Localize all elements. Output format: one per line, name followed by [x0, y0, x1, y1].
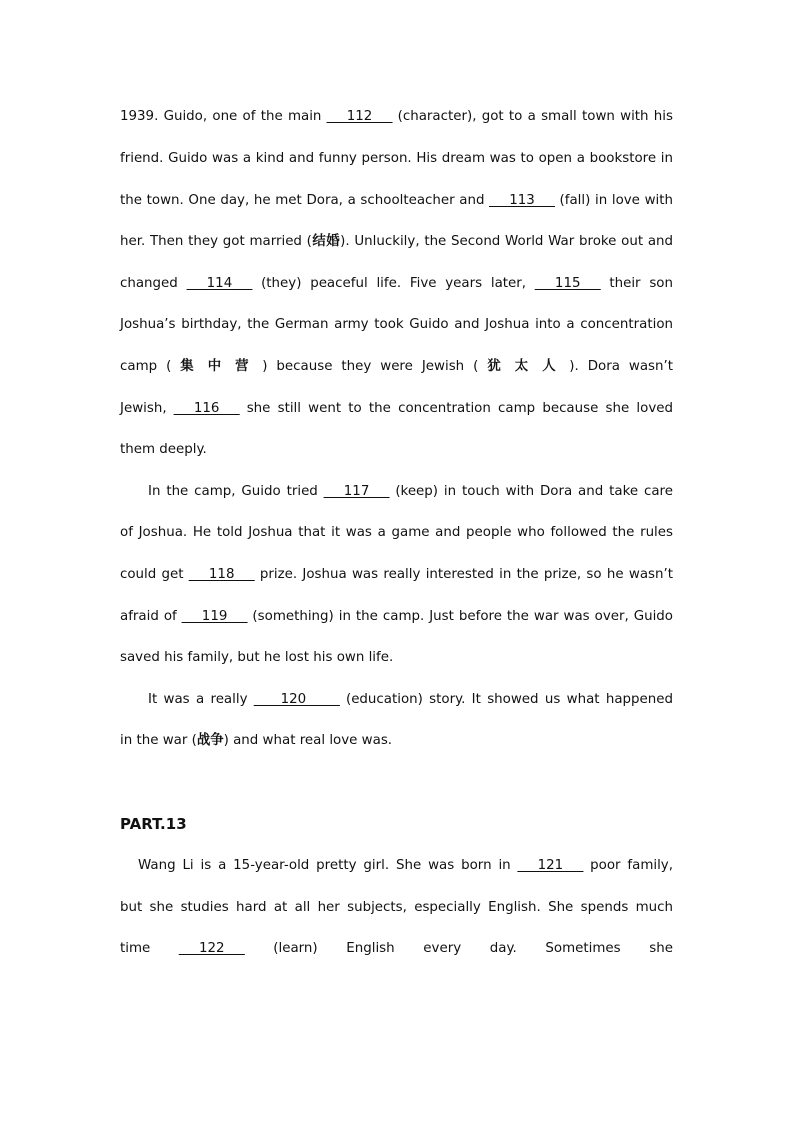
blank-122: ___122___ — [178, 941, 245, 956]
text-run: every — [423, 941, 462, 956]
text-run: she still went to the concentration camp because she loved — [239, 401, 674, 416]
blank-121: ___121___ — [517, 858, 584, 873]
text-run: ) because they were Jewish ( — [253, 359, 488, 374]
p2-line-1 — [148, 483, 673, 501]
chinese-gloss: 集 中 营 — [180, 359, 254, 374]
text-run: It was a really — [148, 692, 254, 707]
p1-line-4 — [120, 233, 673, 251]
text-run: English — [346, 941, 395, 956]
blank-115: ___115___ — [534, 276, 601, 291]
text-run: (education) story. It showed us what happened — [339, 692, 673, 707]
text-run: poor family, — [583, 858, 673, 873]
p1-line-6: Joshua’s birthday, the German army took Guido and Joshua into a concentration — [120, 317, 673, 332]
p3-line-2 — [120, 732, 673, 750]
blank-114: ___114___ — [186, 276, 253, 291]
blank-119: ___119___ — [181, 609, 248, 624]
text-run: camp ( — [120, 359, 181, 374]
chinese-gloss: 战争 — [196, 733, 224, 748]
blank-120: ____120_____ — [253, 692, 340, 707]
p1-line-3 — [120, 192, 673, 210]
part13-line-2: but she studies hard at all her subjects, especially English. She spends much — [120, 900, 673, 915]
text-run: ). Dora wasn’t — [560, 359, 674, 374]
text-run: Sometimes — [545, 941, 621, 956]
text-run: in the war ( — [120, 733, 197, 748]
p2-line-3 — [120, 566, 673, 584]
text-run: 1939. Guido, one of the main — [120, 109, 327, 124]
p1-line-1 — [120, 108, 673, 126]
p1-line-8 — [120, 400, 673, 418]
blank-118: ___118___ — [188, 567, 255, 582]
text-run: ) and what real love was. — [223, 733, 393, 748]
p2-line-4 — [120, 608, 673, 626]
text-run: In the camp, Guido tried — [148, 484, 324, 499]
chinese-gloss: 犹 太 人 — [487, 359, 561, 374]
blank-112: ___112___ — [326, 109, 393, 124]
blank-116: ___116___ — [173, 401, 240, 416]
text-run: their son — [600, 276, 673, 291]
p1-line-9: them deeply. — [120, 442, 207, 457]
p1-line-2: friend. Guido was a kind and funny person. His dream was to open a bookstore in — [120, 151, 673, 166]
p3-line-1 — [148, 691, 673, 709]
section-heading: PART.13 — [120, 815, 187, 833]
p2-line-2: of Joshua. He told Joshua that it was a game and people who followed the rules — [120, 525, 673, 540]
text-run: prize. Joshua was really interested in the prize, so he wasn’t — [254, 567, 673, 582]
part13-line-3 — [120, 940, 673, 958]
text-run: the town. One day, he met Dora, a schoolteacher and — [120, 193, 490, 208]
text-run: (they) peaceful life. Five years later, — [252, 276, 535, 291]
blank-113: ___113___ — [489, 193, 555, 208]
blank-117: ___117___ — [323, 484, 390, 499]
text-run: afraid of — [120, 609, 182, 624]
text-run: her. Then they got married ( — [120, 234, 312, 249]
text-run: Jewish, — [120, 401, 174, 416]
text-run: day. — [489, 941, 517, 956]
p1-line-7 — [120, 358, 673, 376]
text-run: she — [649, 941, 673, 956]
text-run: could get — [120, 567, 189, 582]
text-run: time — [120, 941, 179, 956]
text-run: (learn) — [244, 941, 318, 956]
text-run: (character), got to a small town with his — [392, 109, 673, 124]
p2-line-5: saved his family, but he lost his own life. — [120, 650, 394, 665]
text-run: changed — [120, 276, 187, 291]
text-run: (keep) in touch with Dora and take care — [389, 484, 674, 499]
text-run: (something) in the camp. Just before the war was over, Guido — [247, 609, 673, 624]
p1-line-5 — [120, 275, 673, 293]
text-run: Wang Li is a 15-year-old pretty girl. She was born in — [138, 858, 518, 873]
text-run: (fall) in love with — [554, 193, 673, 208]
part13-line-1 — [138, 857, 673, 875]
text-run: ). Unluckily, the Second World War broke out and — [340, 234, 674, 249]
chinese-gloss: 结婚 — [311, 234, 341, 249]
